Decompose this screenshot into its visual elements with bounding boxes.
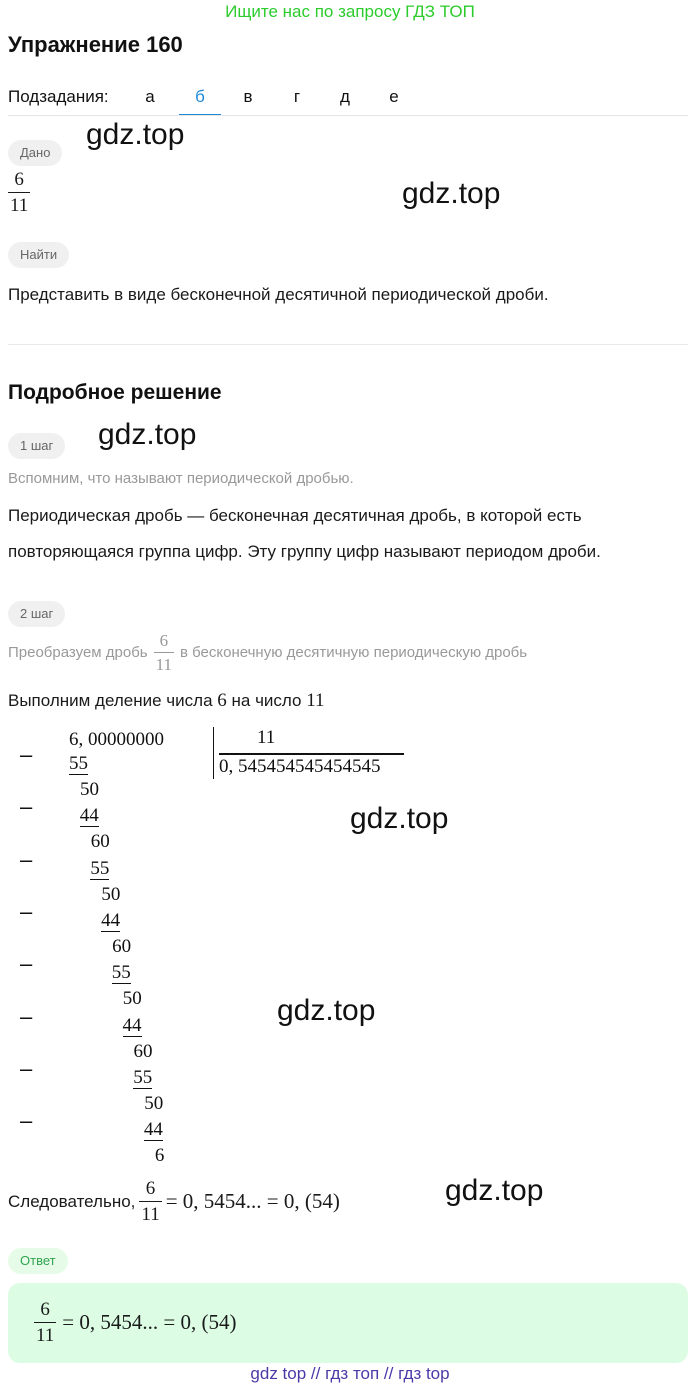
watermark: gdz.top bbox=[277, 994, 376, 1027]
division-subtrahend-value: 55 bbox=[111, 962, 131, 984]
division-intro bbox=[8, 690, 325, 712]
division-divisor: 11 bbox=[257, 727, 276, 748]
answer-formula bbox=[34, 1300, 236, 1345]
division-remainder: 50 bbox=[80, 779, 99, 800]
division-subtrahend bbox=[133, 1067, 152, 1089]
division-remainder: 60 bbox=[90, 831, 110, 853]
division-subtrahend-value: 55 bbox=[69, 753, 88, 774]
division-quotient: 0, 545454545454545 bbox=[219, 756, 381, 777]
fraction-numerator: 6 bbox=[159, 631, 169, 650]
section-divider bbox=[8, 344, 688, 345]
watermark: gdz.top bbox=[86, 118, 185, 151]
tab-v[interactable]: в bbox=[243, 87, 253, 106]
step1-line1: Периодическая дробь — бесконечная десятичная дробь, в которой есть bbox=[8, 506, 582, 525]
step2-hint-after: в бесконечную десятичную периодическую дробь bbox=[180, 644, 528, 661]
watermark: gdz.top bbox=[402, 177, 501, 210]
tab-a[interactable]: а bbox=[145, 87, 155, 106]
find-label: Найти bbox=[8, 242, 69, 268]
given-fraction bbox=[8, 170, 30, 215]
division-subtrahend bbox=[123, 1015, 142, 1037]
tab-g[interactable]: г bbox=[293, 87, 301, 106]
conclusion-prefix: Следовательно, bbox=[8, 1191, 136, 1211]
division-subtrahend-value: 55 bbox=[133, 1066, 153, 1088]
division-subtrahend bbox=[90, 858, 109, 880]
division-intro-divisor: 11 bbox=[306, 690, 325, 711]
division-minus-sign: – bbox=[20, 898, 33, 924]
division-subtrahend-value: 44 bbox=[143, 1119, 163, 1141]
fraction-denominator: 11 bbox=[139, 1201, 161, 1224]
division-subtrahend-value: 44 bbox=[122, 1014, 142, 1036]
division-remainder: 60 bbox=[133, 1040, 153, 1062]
division-minus-sign: – bbox=[20, 1108, 33, 1134]
division-remainder: 6 bbox=[154, 1145, 165, 1167]
conclusion-result: = 0, 5454... = 0, (54) bbox=[165, 1189, 340, 1213]
division-minus-sign: – bbox=[20, 1003, 33, 1029]
division-subtrahend bbox=[101, 910, 120, 932]
watermark: gdz.top bbox=[350, 802, 449, 835]
step2-hint bbox=[8, 632, 527, 673]
fraction-numerator: 6 bbox=[145, 1178, 156, 1199]
fraction-numerator: 6 bbox=[40, 1299, 50, 1320]
division-dividend: 6, 00000000 bbox=[69, 729, 164, 750]
tab-b[interactable]: б bbox=[195, 87, 205, 106]
solution-heading: Подробное решение bbox=[8, 381, 222, 404]
division-minus-sign: – bbox=[20, 742, 33, 767]
division-subtrahend-value: 44 bbox=[101, 909, 121, 931]
watermark: gdz.top bbox=[445, 1174, 544, 1207]
division-minus-sign: – bbox=[20, 846, 33, 872]
page-title: Упражнение 160 bbox=[8, 32, 183, 57]
conclusion bbox=[8, 1179, 340, 1224]
division-subtrahend-value: 55 bbox=[90, 857, 110, 879]
division-subtrahend bbox=[80, 805, 99, 827]
step1-label: 1 шаг bbox=[8, 433, 65, 459]
division-bar-horizontal bbox=[219, 753, 404, 755]
division-intro-before: Выполним деление числа bbox=[8, 691, 213, 710]
division-remainder: 60 bbox=[112, 935, 132, 957]
division-subtrahend bbox=[112, 962, 131, 984]
division-subtrahend bbox=[144, 1119, 163, 1141]
step1-hint: Вспомним, что называют периодической дробью. bbox=[8, 470, 354, 487]
fraction-denominator: 11 bbox=[8, 192, 30, 215]
division-subtrahend bbox=[69, 753, 88, 775]
subtasks-label: Подзадания: bbox=[8, 87, 109, 106]
answer-label: Ответ bbox=[8, 1248, 68, 1274]
division-remainder: 50 bbox=[101, 883, 121, 905]
step2-hint-before: Преобразуем дробь bbox=[8, 644, 148, 661]
given-label: Дано bbox=[8, 140, 62, 166]
division-minus-sign: – bbox=[20, 951, 33, 977]
answer-result: = 0, 5454... = 0, (54) bbox=[62, 1310, 237, 1334]
division-remainder: 50 bbox=[144, 1092, 164, 1114]
step2-label: 2 шаг bbox=[8, 601, 65, 627]
division-intro-mid: на число bbox=[231, 691, 302, 710]
fraction-denominator: 11 bbox=[34, 1322, 56, 1345]
tab-d[interactable]: д bbox=[340, 87, 350, 106]
division-minus-sign: – bbox=[20, 794, 33, 820]
watermark: gdz.top bbox=[98, 418, 197, 451]
fraction-numerator: 6 bbox=[14, 169, 24, 190]
footer-text: gdz top // гдз топ // гдз top bbox=[250, 1364, 450, 1383]
promo-banner: Ищите нас по запросу ГДЗ ТОП bbox=[225, 2, 475, 21]
division-minus-sign: – bbox=[20, 1055, 33, 1081]
division-remainder: 50 bbox=[122, 988, 142, 1010]
fraction-denominator: 11 bbox=[154, 652, 174, 673]
find-text: Представить в виде бесконечной десятичной периодической дроби. bbox=[8, 285, 549, 304]
step1-line2: повторяющаяся группа цифр. Эту группу цифр называют периодом дроби. bbox=[8, 542, 601, 561]
division-bar-vertical bbox=[213, 727, 214, 779]
division-intro-dividend: 6 bbox=[217, 690, 227, 711]
division-subtrahend-value: 44 bbox=[79, 805, 99, 827]
tabs-divider bbox=[8, 115, 688, 116]
tab-e[interactable]: е bbox=[389, 87, 399, 106]
